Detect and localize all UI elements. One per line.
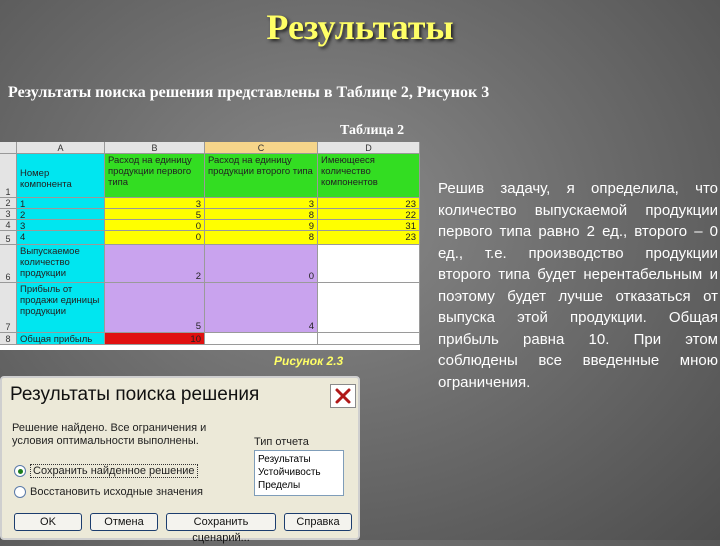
radio-keep-label[interactable]: Сохранить найденное решение bbox=[30, 464, 198, 478]
radio-selected-icon[interactable] bbox=[14, 465, 26, 477]
output-value-c[interactable]: 0 bbox=[205, 245, 318, 283]
table-cell[interactable]: 23 bbox=[318, 198, 420, 209]
table-cell[interactable]: 3 bbox=[17, 220, 105, 231]
table-cell[interactable]: 8 bbox=[205, 209, 318, 220]
profit-value-c[interactable]: 4 bbox=[205, 283, 318, 333]
table-cell[interactable]: 0 bbox=[105, 231, 205, 245]
table-cell[interactable]: 31 bbox=[318, 220, 420, 231]
report-type-list[interactable] bbox=[254, 450, 344, 496]
header-cell-c[interactable]: Расход на единицу продукции второго типа bbox=[205, 154, 318, 198]
row-header-1[interactable]: 1 bbox=[0, 154, 17, 198]
table-cell[interactable]: 3 bbox=[205, 198, 318, 209]
radio-keep-solution[interactable] bbox=[14, 464, 198, 478]
conclusion-text: Решив задачу, я определила, что количество выпускаемой продукции первого типа равно 2 ед., второго – 0 ед., т.е. производство продукции второго типа будет нерентабельным и поэтому будет лучше отказаться от выпуска этой продукции. Общая прибыль равна 10. При этом соблюдены все введенные мною ограничения. bbox=[438, 180, 718, 391]
table-caption: Таблица 2 bbox=[340, 123, 405, 138]
table-cell[interactable]: 22 bbox=[318, 209, 420, 220]
profit-label-cell[interactable]: Прибыль от продажи единицы продукции bbox=[17, 283, 105, 333]
table-cell[interactable]: 5 bbox=[105, 209, 205, 220]
cancel-button[interactable]: Отмена bbox=[90, 513, 158, 531]
row-header-3[interactable]: 3 bbox=[0, 209, 17, 220]
row-header-7[interactable]: 7 bbox=[0, 283, 17, 333]
slide-subtitle: Результаты поиска решения представлены в Таблице 2, Рисунок 3 bbox=[8, 84, 490, 101]
row-header-6[interactable]: 6 bbox=[0, 245, 17, 283]
column-header-d[interactable]: D bbox=[318, 142, 420, 154]
column-header-a[interactable]: A bbox=[17, 142, 105, 154]
corner-cell bbox=[0, 142, 17, 154]
figure-caption: Рисунок 2.3 bbox=[274, 354, 344, 368]
output-value-b[interactable]: 2 bbox=[105, 245, 205, 283]
radio-unselected-icon[interactable] bbox=[14, 486, 26, 498]
radio-restore-label[interactable]: Восстановить исходные значения bbox=[30, 486, 203, 498]
table-cell[interactable] bbox=[318, 245, 420, 283]
radio-restore-values[interactable] bbox=[14, 486, 203, 498]
table-cell[interactable]: 8 bbox=[205, 231, 318, 245]
profit-value-b[interactable]: 5 bbox=[105, 283, 205, 333]
help-button[interactable]: Справка bbox=[284, 513, 352, 531]
save-scenario-button[interactable]: Сохранить сценарий... bbox=[166, 513, 276, 531]
table-cell[interactable] bbox=[318, 283, 420, 333]
header-cell-b[interactable]: Расход на единицу продукции первого типа bbox=[105, 154, 205, 198]
row-header-5[interactable]: 5 bbox=[0, 231, 17, 245]
table-cell[interactable]: 2 bbox=[17, 209, 105, 220]
table-cell[interactable]: 4 bbox=[17, 231, 105, 245]
slide-title: Результаты bbox=[266, 7, 454, 47]
table-cell[interactable]: 3 bbox=[105, 198, 205, 209]
row-header-8[interactable]: 8 bbox=[0, 333, 17, 345]
report-type-item[interactable]: Пределы bbox=[258, 480, 301, 491]
column-header-b[interactable]: B bbox=[105, 142, 205, 154]
report-type-item[interactable]: Устойчивость bbox=[258, 467, 321, 478]
close-icon bbox=[334, 387, 352, 405]
solver-results-dialog bbox=[0, 376, 360, 544]
report-type-label: Тип отчета bbox=[254, 436, 309, 448]
table-cell[interactable]: 23 bbox=[318, 231, 420, 245]
row-header-2[interactable]: 2 bbox=[0, 198, 17, 209]
total-label-cell[interactable]: Общая прибыль bbox=[17, 333, 105, 345]
table-cell[interactable]: 1 bbox=[17, 198, 105, 209]
table-cell[interactable]: 9 bbox=[205, 220, 318, 231]
ok-button[interactable]: OK bbox=[14, 513, 82, 531]
header-cell-d[interactable]: Имеющееся количество компонентов bbox=[318, 154, 420, 198]
dialog-title: Результаты поиска решения bbox=[10, 384, 260, 405]
header-cell-a[interactable]: Номер компонента bbox=[17, 154, 105, 198]
dialog-message: Решение найдено. Все ограничения и условия оптимальности выполнены. bbox=[12, 422, 207, 447]
column-header-c[interactable]: C bbox=[205, 142, 318, 154]
table-cell[interactable] bbox=[205, 333, 318, 345]
table-cell[interactable] bbox=[318, 333, 420, 345]
report-type-item[interactable]: Результаты bbox=[258, 454, 311, 465]
table-cell[interactable]: 0 bbox=[105, 220, 205, 231]
total-value-cell[interactable]: 10 bbox=[105, 333, 205, 345]
output-label-cell[interactable]: Выпускаемое количество продукции bbox=[17, 245, 105, 283]
row-header-4[interactable]: 4 bbox=[0, 220, 17, 231]
close-button[interactable] bbox=[330, 384, 356, 408]
spreadsheet bbox=[0, 142, 420, 350]
